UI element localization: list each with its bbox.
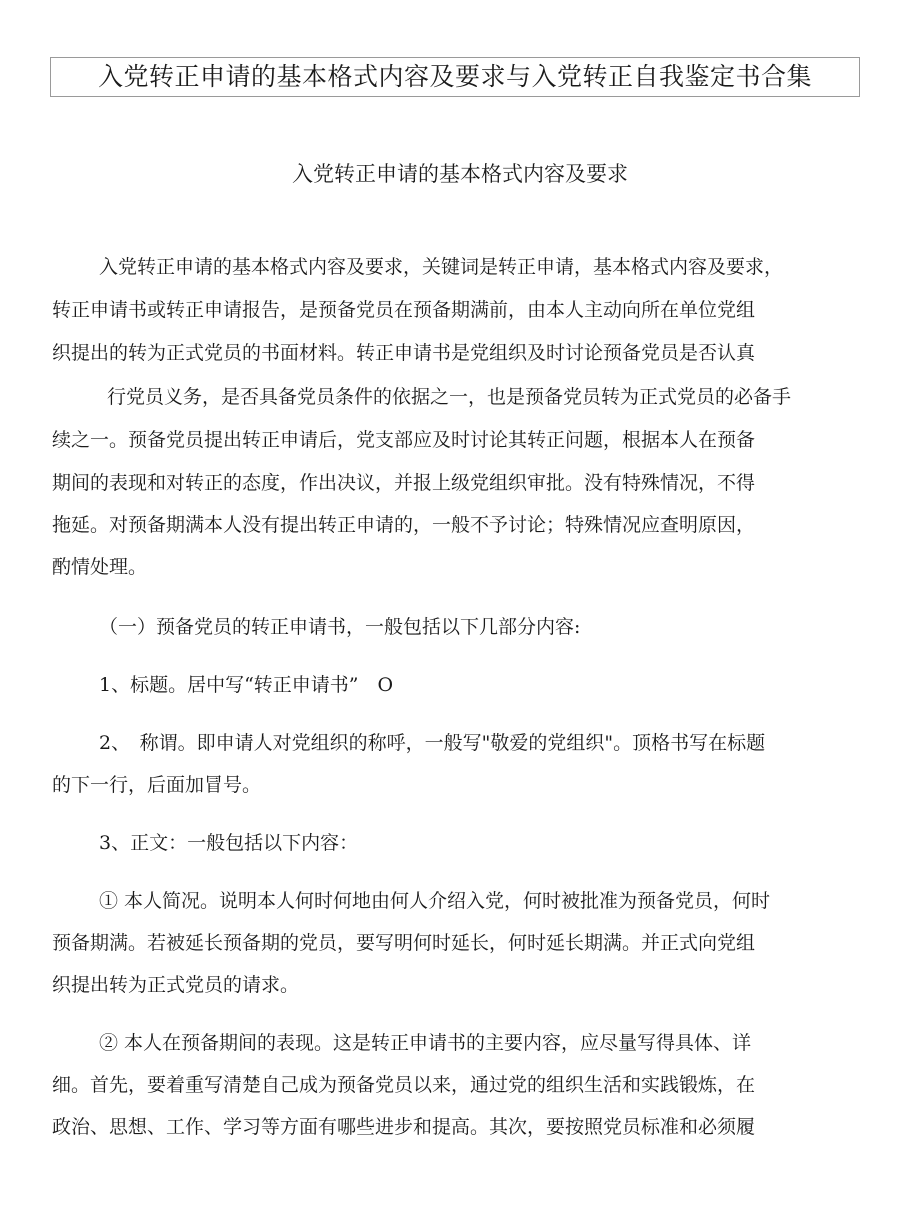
paragraph-line: 入党转正申请的基本格式内容及要求，关键词是转正申请，基本格式内容及要求， (99, 256, 784, 278)
paragraph-line: ② 本人在预备期间的表现。这是转正申请书的主要内容，应尽量写得具体、详 (99, 1032, 752, 1054)
section-title: 入党转正申请的基本格式内容及要求 (292, 162, 628, 186)
list-item: 1、标题。居中写“转正申请书” O (99, 674, 394, 696)
document-title: 入党转正申请的基本格式内容及要求与入党转正自我鉴定书合集 (50, 57, 860, 97)
paragraph-line: 的下一行，后面加冒号。 (52, 774, 262, 796)
list-item: 2、 称谓。即申请人对党组织的称呼，一般写"敬爱的党组织"。顶格书写在标题 (99, 732, 766, 754)
paragraph-line: 酌情处理。 (52, 556, 148, 578)
paragraph-line: 拖延。对预备期满本人没有提出转正申请的，一般不予讨论；特殊情况应查明原因， (52, 514, 756, 536)
paragraph-line: ① 本人简况。说明本人何时何地由何人介绍入党，何时被批准为预备党员，何时 (99, 890, 771, 912)
paragraph-line: 转正申请书或转正申请报告，是预备党员在预备期满前，由本人主动向所在单位党组 (52, 299, 756, 321)
paragraph-line: 织提出的转为正式党员的书面材料。转正申请书是党组织及时讨论预备党员是否认真 (52, 342, 756, 364)
section-heading: （一）预备党员的转正申请书，一般包括以下几部分内容: (99, 616, 581, 638)
paragraph-line: 期间的表现和对转正的态度，作出决议，并报上级党组织审批。没有特殊情况，不得 (52, 472, 756, 494)
paragraph-line: 织提出转为正式党员的请求。 (52, 974, 300, 996)
paragraph-line: 政治、思想、工作、学习等方面有哪些进步和提高。其次，要按照党员标准和必须履 (52, 1116, 756, 1138)
paragraph-line: 预备期满。若被延长预备期的党员，要写明何时延长，何时延长期满。并正式向党组 (52, 932, 756, 954)
paragraph-line: 续之一。预备党员提出转正申请后，党支部应及时讨论其转正问题，根据本人在预备 (52, 429, 756, 451)
paragraph-line: 细。首先，要着重写清楚自己成为预备党员以来，通过党的组织生活和实践锻炼，在 (52, 1074, 756, 1096)
paragraph-line: 行党员义务，是否具备党员条件的依据之一，也是预备党员转为正式党员的必备手 (107, 386, 792, 408)
list-item: 3、正文：一般包括以下内容： (99, 832, 359, 854)
